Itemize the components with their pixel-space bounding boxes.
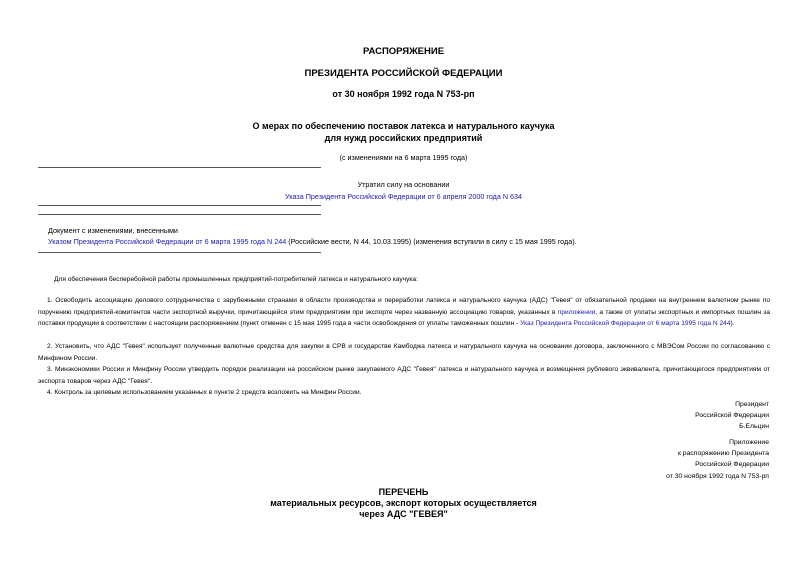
signature-block (695, 399, 769, 433)
amendments-label: Документ с изменениями, внесенными (48, 226, 178, 235)
doc-type-title: РАСПОРЯЖЕНИЕ (362, 46, 445, 57)
amendment-source-note: (Российские вести, N 44, 10.03.1995) (изменения вступили в силу с 15 мая 1995 года). (286, 237, 577, 246)
amendment-decree-link[interactable]: Указом Президента Российской Федерации от 6 марта 1995 года N 244 (48, 237, 287, 246)
clause-4: 4. Контроль за целевым использованием указанных в пункте 2 средств возложить на Минфин России. (47, 389, 362, 396)
issuer-title: ПРЕЗИДЕНТА РОССИЙСКОЙ ФЕДЕРАЦИИ (304, 68, 503, 79)
appendix-link[interactable]: приложении (557, 308, 596, 316)
changes-note: (с изменениями на 6 марта 1995 года) (339, 153, 468, 162)
appendix-country: Российской Федерации (695, 461, 769, 469)
appendix-block (666, 437, 769, 482)
list-title: ПЕРЕЧЕНЬ (378, 487, 429, 497)
clause-1 (38, 295, 770, 330)
list-subtitle-line1: материальных ресурсов, экспорт которых осуществляется (270, 498, 537, 508)
divider (38, 214, 321, 215)
appendix-date: от 30 ноября 1992 года N 753-рп (666, 472, 769, 480)
repeal-label: Утратил силу на основании (357, 180, 450, 189)
doc-subject-line2: для нужд российских предприятий (324, 133, 483, 143)
divider (38, 167, 321, 168)
clause-3: 3. Минэкономики России и Минфину России утвердить порядок реализации на российском рынке закупаемого АДС "Гевея" латекса и натурального каучука и возмещения рублевого эквивалента, причитающегося предприятиям от экспорта товаров через АДС "Гевея". (38, 366, 770, 385)
divider (38, 252, 321, 253)
amendment-decree-link-inline[interactable]: Указ Президента Российской Федерации от 6 марта 1995 года N 244 (520, 320, 731, 328)
clause-2: 2. Установить, что АДС "Гевея" использует полученные валютные средства для закупки в СРВ и государстве Камбоджа латекса и натурального каучука на основании договора, заключенного с МВЭСом России по согласованию с Минфином России. (38, 343, 770, 362)
divider (38, 205, 321, 206)
amendments-line (48, 237, 577, 246)
doc-date: от 30 ноября 1992 года N 753-рп (332, 89, 475, 99)
signature-country: Российской Федерации (695, 412, 769, 420)
clause-1-text-c: ). (730, 320, 735, 328)
appendix-label: Приложение (729, 439, 769, 446)
appendix-ref: к распоряжению Президента (677, 450, 769, 458)
repeal-decree-link[interactable]: Указа Президента Российской Федерации от 6 апреля 2000 года N 634 (284, 192, 523, 201)
doc-subject-line1: О мерах по обеспечению поставок латекса и натурального каучука (252, 121, 555, 131)
clause-1-text-a: 1. Освободить ассоциацию делового сотрудничества с зарубежными странами в области производства и переработки латекса и натурального каучука (АДС) "Гевея" от обязательной продажи на внутреннем валютном рынке по поручению предприятий-комитентов части экспортной выручки, причитающейся этим предприятиям при экспорте через названную ассоциацию товаров, указанных в (38, 297, 770, 316)
clause-1-text-b: , а также от уплаты экспортных и импортных пошлин за поставки продукции в соответствии с настоящим распоряжением (пункт отменен с 15 мая 1995 года в части освобождения от уплаты таможенных пошлин - (38, 308, 770, 328)
list-subtitle-line2: через АДС "ГЕВЕЯ" (359, 509, 448, 519)
signature-name: Б.Ельцин (739, 423, 769, 431)
preamble: Для обеспечения бесперебойной работы промышленных предприятий-потребителей латекса и натурального каучука: (54, 276, 418, 283)
signature-position: Президент (735, 401, 769, 408)
